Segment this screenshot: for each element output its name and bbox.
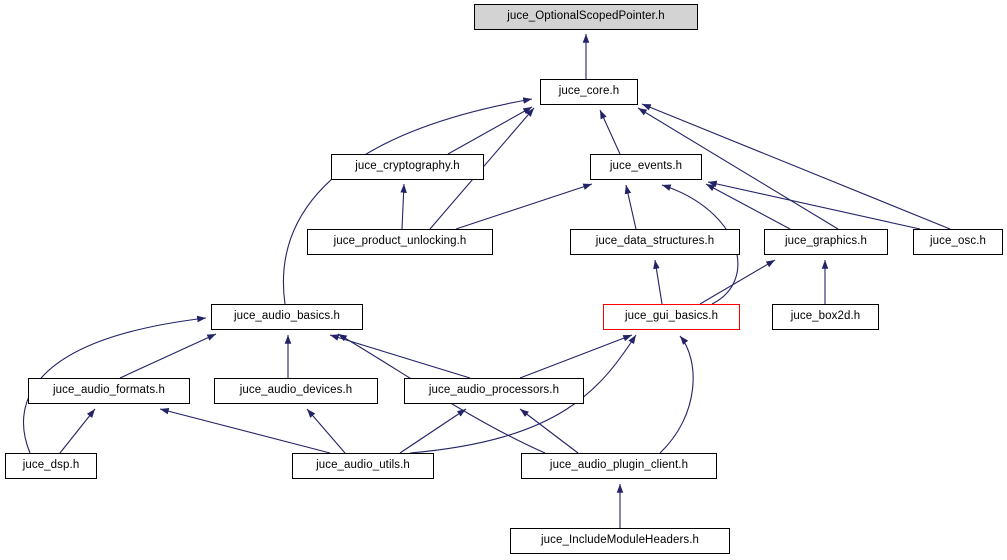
node-juce-events-h[interactable]: juce_events.h (590, 154, 702, 180)
node-juce-audio-plugin-client-h[interactable]: juce_audio_plugin_client.h (521, 453, 717, 479)
node-juce-audio-basics-h[interactable]: juce_audio_basics.h (211, 304, 363, 330)
node-juce-box2d-h[interactable]: juce_box2d.h (772, 304, 879, 330)
node-juce-includemoduleheaders-h[interactable]: juce_IncludeModuleHeaders.h (510, 528, 730, 554)
node-juce-osc-h[interactable]: juce_osc.h (913, 229, 1003, 255)
node-juce-audio-processors-h[interactable]: juce_audio_processors.h (404, 378, 584, 404)
node-juce-optionalscopedpointer-h[interactable]: juce_OptionalScopedPointer.h (474, 4, 698, 30)
node-juce-audio-formats-h[interactable]: juce_audio_formats.h (28, 378, 190, 404)
node-juce-core-h[interactable]: juce_core.h (540, 79, 638, 105)
node-juce-audio-devices-h[interactable]: juce_audio_devices.h (214, 378, 378, 404)
node-juce-dsp-h[interactable]: juce_dsp.h (5, 453, 97, 479)
node-juce-audio-utils-h[interactable]: juce_audio_utils.h (292, 453, 434, 479)
node-juce-data-structures-h[interactable]: juce_data_structures.h (570, 229, 740, 255)
node-juce-gui-basics-h[interactable]: juce_gui_basics.h (603, 304, 740, 330)
node-juce-product-unlocking-h[interactable]: juce_product_unlocking.h (307, 229, 493, 255)
node-juce-graphics-h[interactable]: juce_graphics.h (764, 229, 888, 255)
node-juce-cryptography-h[interactable]: juce_cryptography.h (331, 154, 484, 180)
